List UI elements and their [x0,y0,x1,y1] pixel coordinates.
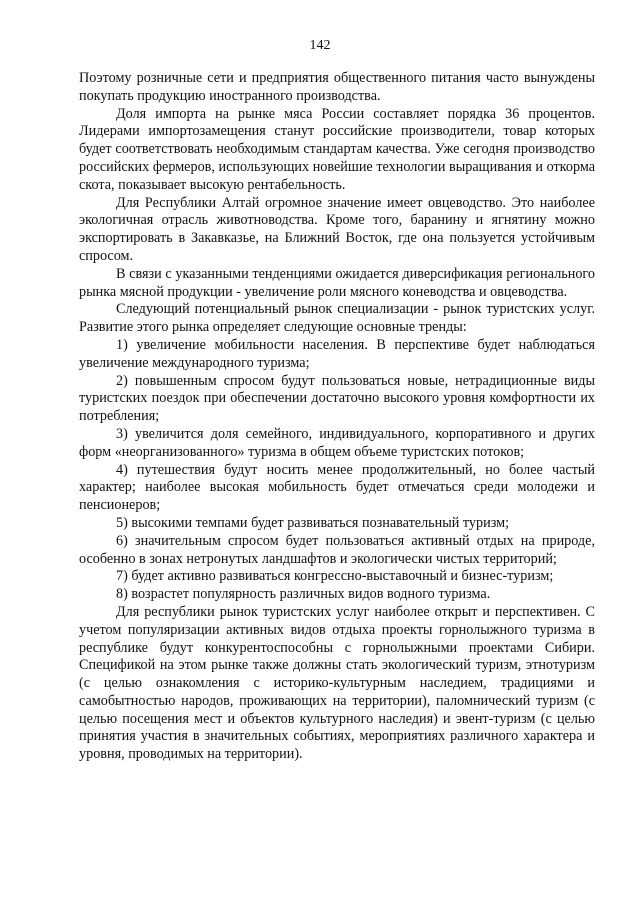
paragraph-continuation: Поэтому розничные сети и предприятия общественного питания часто вынуждены покупать продукцию иностранного производства. [79,70,595,104]
paragraph-republic-tourism: Для республики рынок туристских услуг наиболее открыт и перспективен. С учетом популяризации активных видов отдыха проекты горнолыжного туризма в республике будут конкурентоспособны с горнолыжными проектами Сибири. Спецификой на этом рынке также должны стать экологический туризм, этнотуризм (с целью ознакомления с историко-культурным наследием, традициями и самобытностью народов, проживающих на территории), паломнический туризм (с целью посещения мест и объектов культурного наследия) и эвент-туризм (с целью принятия участия в значительных событиях, мероприятиях различного характера и уровня, проводимых на территории). [79,603,595,763]
list-item-trend-4: 4) путешествия будут носить менее продолжительный, но более частый характер; наиболее высокая мобильность будет отмечаться среди молодежи и пенсионеров; [79,461,595,514]
paragraph-sheep-breeding: Для Республики Алтай огромное значение имеет овцеводство. Это наиболее экологичная отрасль животноводства. Кроме того, баранину и ягнятину можно экспортировать в Закавказье, на Ближний Восток, где она пользуется устойчивым спросом. [79,194,595,264]
list-item-trend-6: 6) значительным спросом будет пользоваться активный отдых на природе, особенно в зонах нетронутых ландшафтов и экологически чистых территорий; [79,532,595,567]
paragraph-meat-import: Доля импорта на рынке мяса России составляет порядка 36 процентов. Лидерами импортозамещения станут российские производители, товар которых будет соответствовать необходимым стандартам качества. Уже сегодня производство российских фермеров, использующих новейшие технологии выращивания и откорма скота, показывает высокую рентабельность. [79,105,595,193]
list-item-trend-5: 5) высокими темпами будет развиваться познавательный туризм; [116,514,510,531]
list-item-trend-2: 2) повышенным спросом будут пользоваться новые, нетрадиционные виды туристских поездок при обеспечении достаточно высокого уровня комфортности их потребления; [79,372,595,425]
paragraph-tourism-market: Следующий потенциальный рынок специализации - рынок туристских услуг. Развитие этого рынка определяет следующие основные тренды: [79,301,595,336]
list-item-trend-3: 3) увеличится доля семейного, индивидуального, корпоративного и других форм «неорганизованного» туризма в общем объеме туристских потоков; [79,425,595,460]
paragraph-diversification: В связи с указанными тенденциями ожидается диверсификация регионального рынка мясной продукции - увеличение роли мясного коневодства и овцеводства. [79,265,595,300]
page-number: 142 [309,38,331,53]
page-body [79,70,595,764]
list-item-trend-7: 7) будет активно развиваться конгрессно-выставочный и бизнес-туризм; [116,568,554,585]
list-item-trend-8: 8) возрастет популярность различных видов водного туризма. [116,586,491,603]
list-item-trend-1: 1) увеличение мобильности населения. В перспективе будет наблюдаться увеличение международного туризма; [79,336,595,371]
